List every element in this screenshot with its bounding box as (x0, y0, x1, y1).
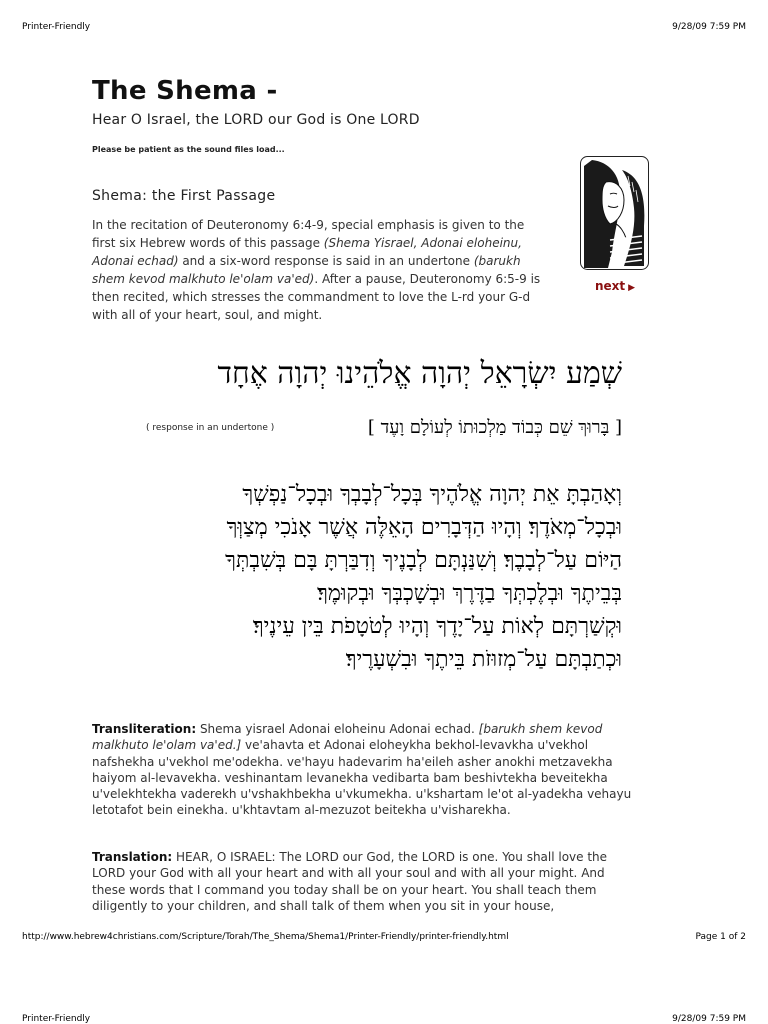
hebrew-passage-line: וּקְשַׁרְתָּם לְאוֹת עַל־יָדֶךָ וְהָיוּ לְטֹטָפֹת בֵּין עֵינֶיךָ׃ (252, 614, 622, 639)
hebrew-passage-line: וּבְכָל־מְאֹדֶךָ׃ וְהָיוּ הַדְּבָרִים הָאֵלֶּה אֲשֶׁר אָנֹכִי מְצַוְּךָ (226, 515, 622, 540)
print-header-title-page2: Printer-Friendly (22, 1014, 91, 1024)
translation-label: Translation: (92, 850, 173, 864)
hebrew-passage-line: וְאָהַבְתָּ אֵת יְהוָה אֱלֹהֶיךָ בְּכָל־לְבָבְךָ וּבְכָל־נַפְשְׁךָ (242, 482, 622, 507)
page-break (0, 958, 768, 1006)
hebrew-passage-line: הַיּוֹם עַל־לְבָבֶךָ׃ וְשִׁנַּנְתָּם לְבָנֶיךָ וְדִבַּרְתָּ בָּם בְּשִׁבְתְּךָ (225, 548, 622, 573)
hebrew-passage-line: וּכְתַבְתָּם עַל־מְזוּזֹת בֵּיתֶךָ וּבִשְׁעָרֶיךָ׃ (345, 647, 622, 672)
print-header-title: Printer-Friendly (22, 22, 91, 32)
page-title: The Shema - (92, 76, 278, 106)
transliteration-paragraph: Transliteration: Shema yisrael Adonai eloheinu Adonai echad. [barukh shem kevod malkhuto le'olam va'ed.] ve'ahavta et Adonai eloheykha bekhol-levavkha u'vekhol nafshekha u'vekhol me'odekha. ve'hayu hadevarim ha'eileh asher anokhi metzavekha haiyom al-levavekha. veshinantam levanekha vedibarta bam beshivtekha beveitekha u'velekhtekha vaderekh u'vshakhbekha u'vkumekha. u'kshartam le'ot al-yadekha vehayu letotafot bein einekha. u'khtavtam al-mezuzot beitekha u'visharekha. (92, 722, 632, 818)
translation-paragraph: Translation: HEAR, O ISRAEL: The LORD our God, the LORD is one. You shall love the LORD your God with all your heart and with all your soul and with all your might. And these words that I command you today shall be on your heart. You shall teach them diligently to your children, and shall talk of them when you sit in your house, (92, 850, 608, 913)
hebrew-passage-line: בְּבֵיתֶךָ וּבְלֶכְתְּךָ בַדֶּרֶךְ וּבְשָׁכְבְּךָ וּבְקוּמֶךָ׃ (317, 581, 622, 606)
section-heading: Shema: the First Passage (92, 188, 276, 204)
next-page-link[interactable]: next ▶ (595, 279, 636, 293)
sound-loading-note: Please be patient as the sound files load... (92, 145, 285, 154)
hebrew-passage (225, 478, 622, 676)
transliteration-label: Transliteration: (92, 722, 197, 736)
page-subtitle: Hear O Israel, the LORD our God is One LORD (92, 112, 420, 128)
print-footer-url: http://www.hebrew4christians.com/Scripture/Torah/The_Shema/Shema1/Printer-Friendly/printer-friendly.html (22, 932, 509, 942)
triangle-right-icon: ▶ (628, 283, 636, 293)
response-label: ( response in an undertone ) (146, 423, 275, 433)
print-header-timestamp: 9/28/09 7:59 PM (672, 22, 746, 32)
portrait-with-tallit-icon (580, 156, 649, 270)
print-footer-page-number: Page 1 of 2 (695, 932, 746, 942)
response-hebrew-line: [ בָּרוּךְ שֵׁם כְּבוֹד מַלְכוּתוֹ לְעוֹלָם וָעֶד ] (367, 417, 622, 438)
intro-paragraph: In the recitation of Deuteronomy 6:4-9, special emphasis is given to the first six Hebrew words of this passage (Shema Yisrael, Adonai eloheinu, Adonai echad) and a six-word response is said in an undertone (barukh shem kevod malkhuto le'olam va'ed). After a pause, Deuteronomy 6:5-9 is then recited, which stresses the commandment to love the L-rd your G-d with all of your heart, soul, and might. (92, 218, 541, 322)
shema-hebrew-line: שְׁמַע יִשְׂרָאֵל יְהוָה אֱלֹהֵינוּ יְהוָה אֶחָד (217, 356, 622, 391)
print-header-timestamp-page2: 9/28/09 7:59 PM (672, 1014, 746, 1024)
